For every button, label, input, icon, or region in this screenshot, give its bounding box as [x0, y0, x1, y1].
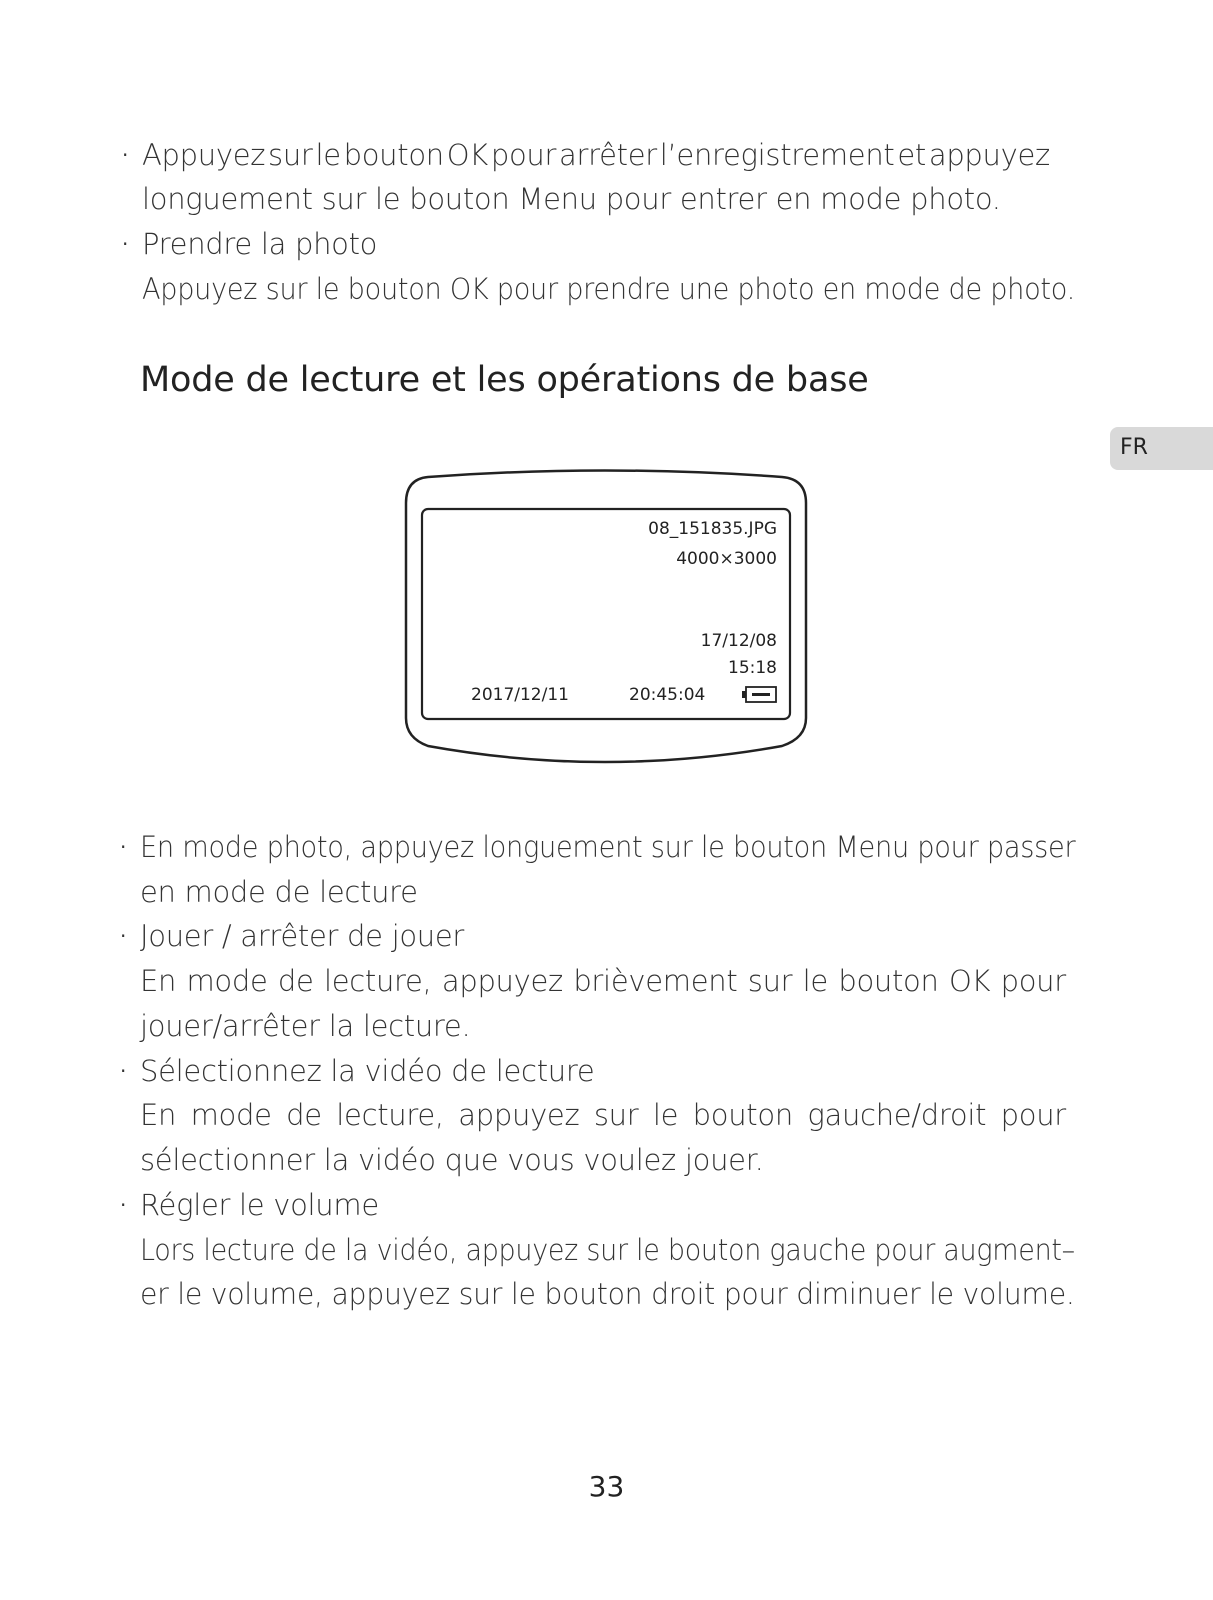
word: pour: [1000, 1098, 1066, 1132]
current-date: 2017/12/11: [471, 685, 569, 705]
word: brièvement: [573, 964, 738, 998]
word: le: [802, 964, 828, 998]
word: mode: [190, 1098, 272, 1132]
word: arrêter: [559, 138, 657, 172]
op-bullet4-line2: er le volume, appuyez sur le bouton droit pour diminuer le volume.: [140, 1277, 1075, 1311]
word: sur: [747, 964, 793, 998]
word: lecture,: [336, 1098, 444, 1132]
language-tab-label: FR: [1120, 435, 1148, 460]
word: de: [286, 1098, 322, 1132]
op-bullet4-line1: Lors lecture de la vidéo, appuyez sur le bouton gauche pour augment–: [140, 1233, 1075, 1267]
intro-bullet2-text: Appuyez sur le bouton OK pour prendre une photo en mode de photo.: [142, 272, 1075, 306]
word: de: [277, 964, 314, 998]
op-bullet2-line1: [140, 963, 1066, 999]
word: bouton: [692, 1098, 793, 1132]
page-number: 33: [588, 1470, 625, 1503]
op-bullet4-title: Régler le volume: [140, 1188, 379, 1222]
battery-icon: [742, 687, 776, 702]
word: pour: [490, 138, 557, 172]
bullet: ·: [120, 1193, 127, 1217]
word: appuyez: [441, 964, 563, 998]
op-bullet1-line1: En mode photo, appuyez longuement sur le bouton Menu pour passer: [140, 830, 1076, 864]
op-bullet1-line2: en mode de lecture: [140, 875, 418, 909]
bullet: ·: [120, 835, 127, 859]
word: bouton: [343, 138, 444, 172]
capture-date: 17/12/08: [700, 631, 777, 651]
word: pour: [1000, 964, 1066, 998]
word: En: [140, 1098, 177, 1132]
section-heading: Mode de lecture et les opérations de base: [140, 360, 869, 400]
word: En: [140, 964, 177, 998]
word: OK: [446, 138, 488, 172]
word: appuyez: [458, 1098, 580, 1132]
word: Appuyez: [142, 138, 266, 172]
intro-bullet2-title: Prendre la photo: [142, 227, 378, 261]
word: lecture,: [323, 964, 432, 998]
bullet: ·: [120, 924, 127, 948]
bullet: ·: [120, 1059, 127, 1083]
word: l’enregistrement: [659, 138, 895, 172]
word: sur: [593, 1098, 639, 1132]
word: appuyez: [928, 138, 1050, 172]
word: le: [652, 1098, 679, 1132]
word: gauche/droit: [807, 1098, 987, 1132]
op-bullet2-title: Jouer / arrêter de jouer: [140, 919, 465, 953]
op-bullet2-line2: jouer/arrêter la lecture.: [140, 1009, 471, 1043]
capture-time: 15:18: [728, 658, 777, 678]
word: et: [897, 138, 926, 172]
current-time: 20:45:04: [629, 685, 706, 705]
op-bullet3-title: Sélectionnez la vidéo de lecture: [140, 1054, 595, 1088]
word: le: [315, 138, 341, 172]
word: bouton: [838, 964, 939, 998]
word: mode: [186, 964, 268, 998]
bullet: ·: [122, 232, 129, 256]
word: sur: [268, 138, 313, 172]
op-bullet3-line2: sélectionner la vidéo que vous voulez jouer.: [140, 1143, 764, 1177]
bullet: ·: [122, 143, 129, 167]
intro-bullet1-line2: longuement sur le bouton Menu pour entrer en mode photo.: [142, 182, 1001, 216]
file-name: 08_151835.JPG: [648, 519, 777, 539]
op-bullet3-line1: [140, 1097, 1066, 1133]
photo-resolution: 4000×3000: [676, 549, 777, 569]
word: OK: [948, 964, 991, 998]
